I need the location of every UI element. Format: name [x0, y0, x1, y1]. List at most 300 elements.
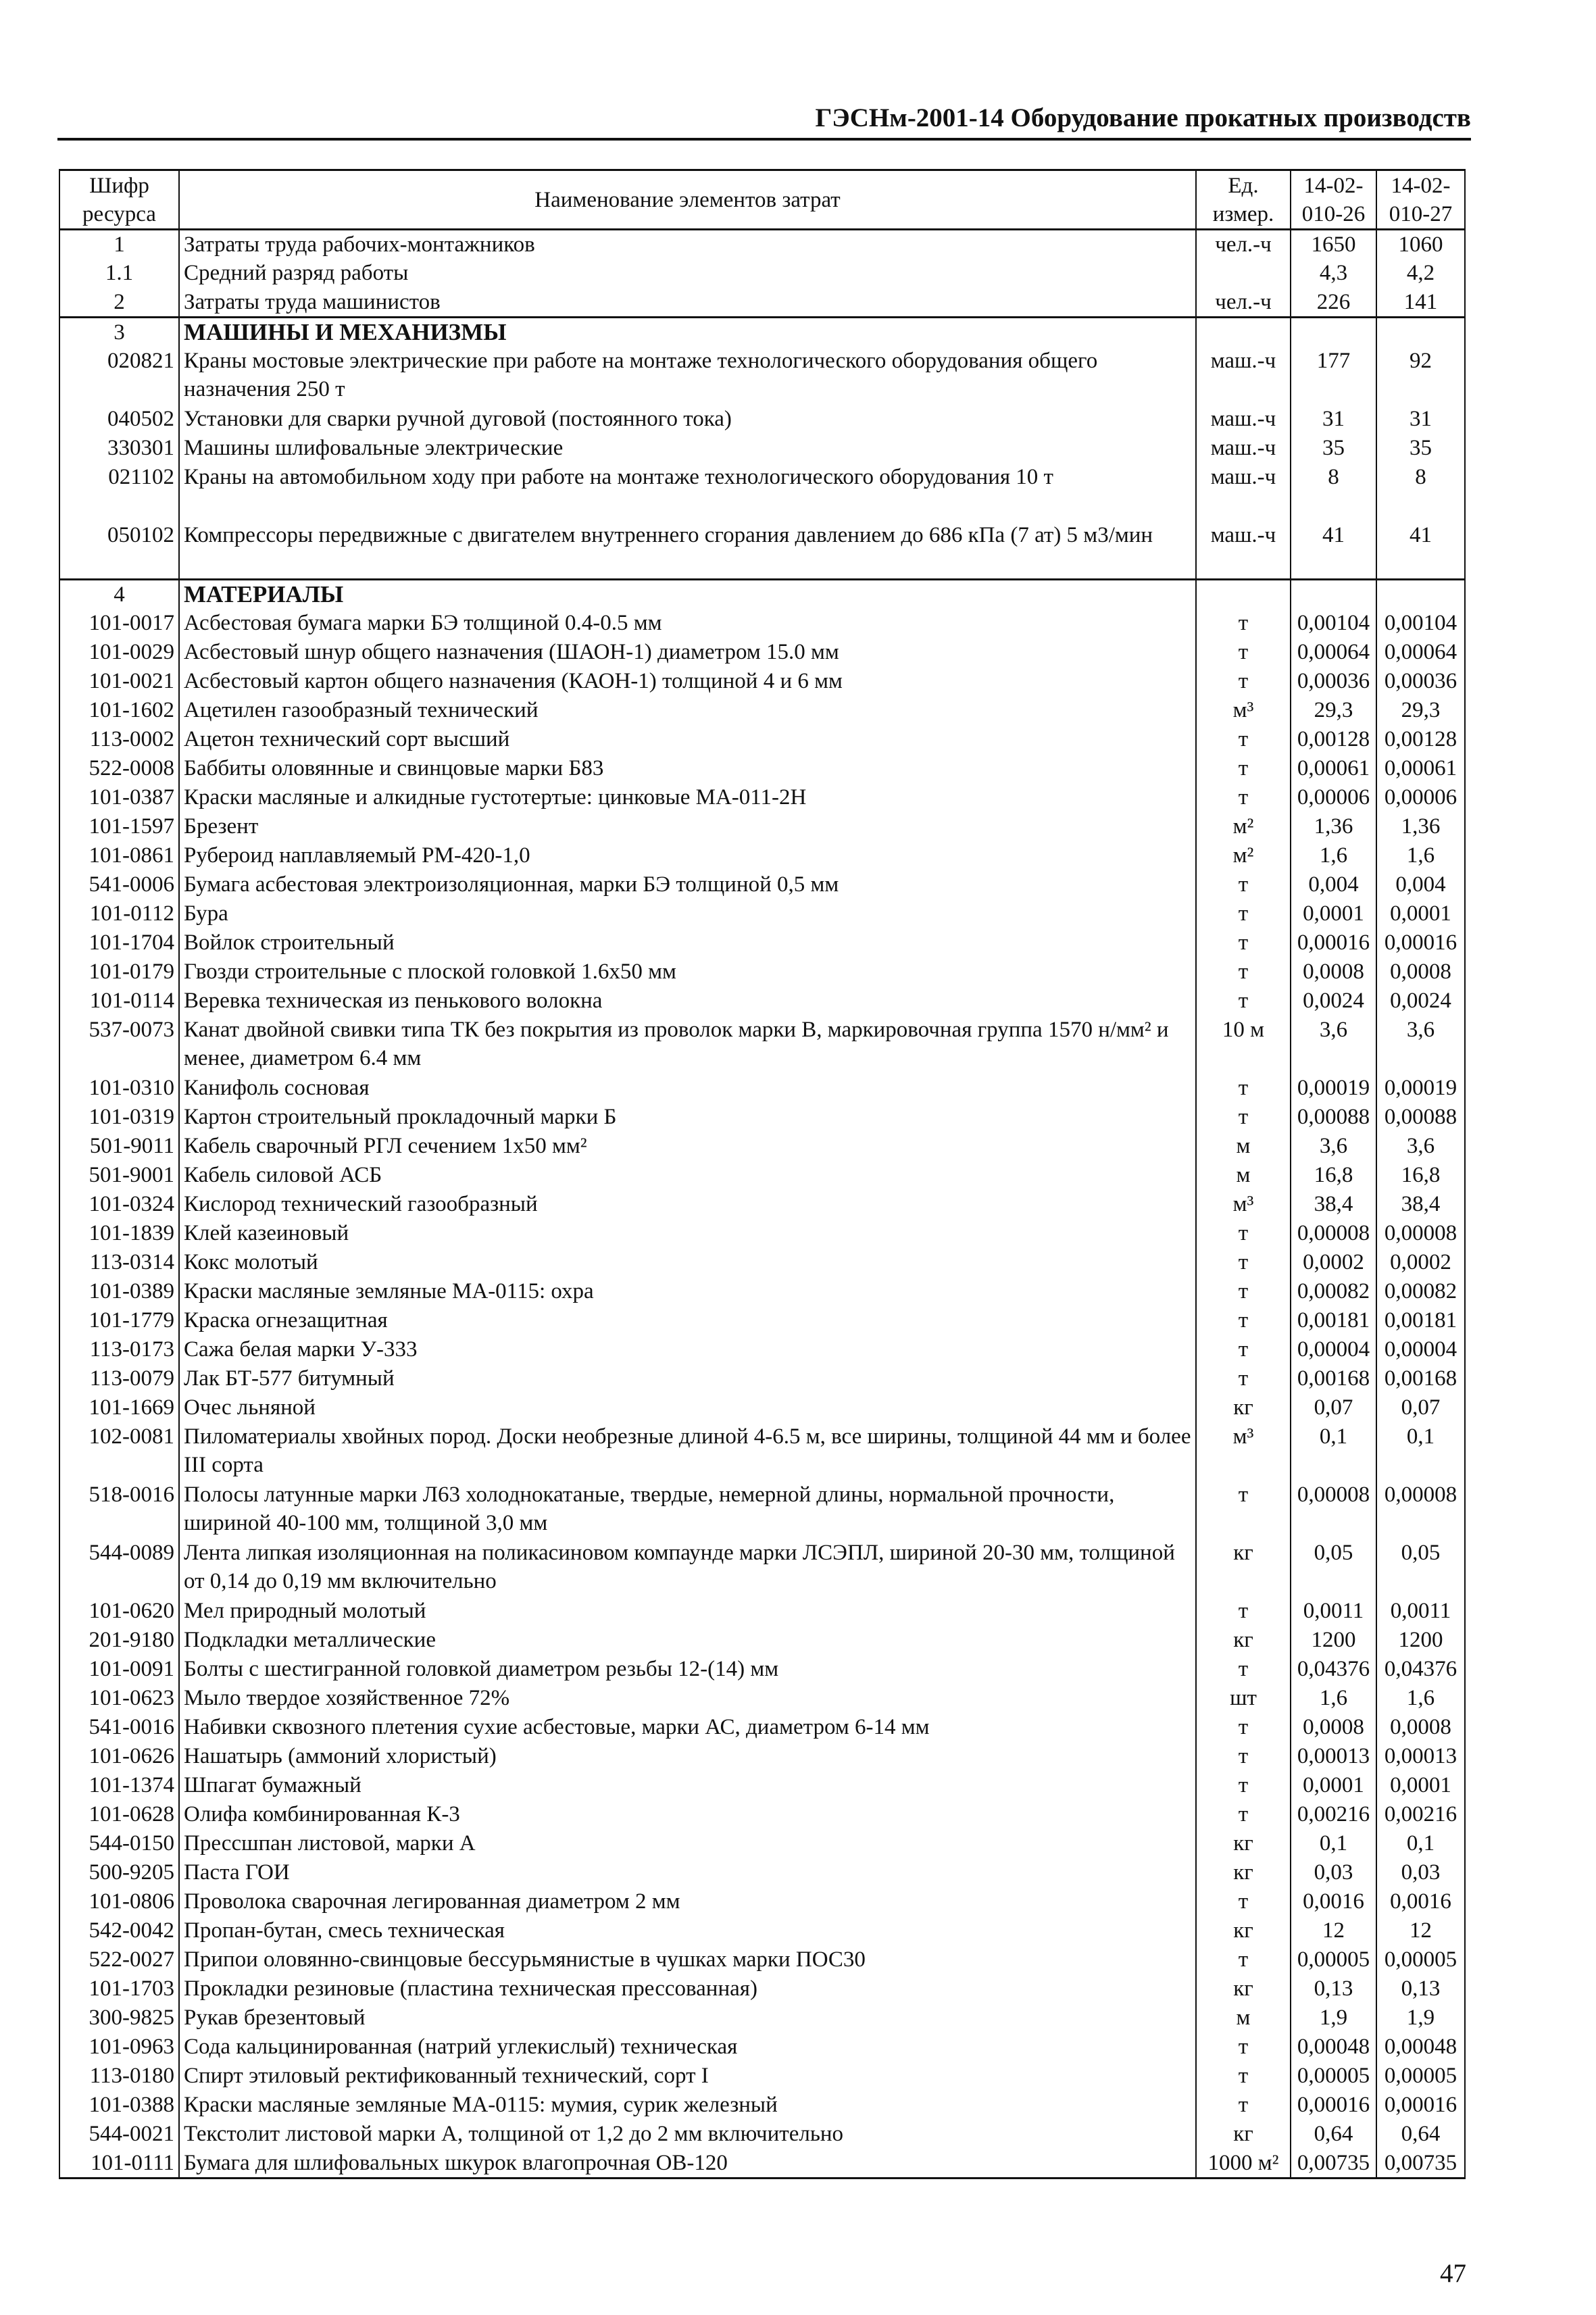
resource-name-cell: Клей казеиновый — [179, 1219, 1196, 1248]
resource-code-cell: 101-0319 — [59, 1103, 179, 1132]
unit-cell: маш.-ч — [1196, 347, 1291, 405]
unit-cell: т — [1196, 899, 1291, 928]
value-col2-cell: 0,00036 — [1376, 667, 1465, 696]
value-col2-cell: 0,00006 — [1376, 783, 1465, 812]
unit-cell: кг — [1196, 1539, 1291, 1597]
resource-name-cell: Средний разряд работы — [179, 259, 1196, 288]
table-row — [59, 754, 1465, 783]
table-body — [59, 230, 1465, 2179]
unit-cell: т — [1196, 1655, 1291, 1684]
unit-cell: т — [1196, 1248, 1291, 1277]
resource-name-cell: Кислород технический газообразный — [179, 1190, 1196, 1219]
table-row — [59, 1597, 1465, 1626]
value-col2-cell: 0,00735 — [1376, 2149, 1465, 2179]
table-row — [59, 347, 1465, 405]
table-row — [59, 1800, 1465, 1829]
unit-cell: кг — [1196, 1974, 1291, 2003]
value-col1-cell: 16,8 — [1291, 1161, 1376, 1190]
resource-code-cell: 537-0073 — [59, 1016, 179, 1074]
resource-name-cell: Затраты труда рабочих-монтажников — [179, 230, 1196, 259]
table-row — [59, 1422, 1465, 1480]
value-col2-cell: 0,00048 — [1376, 2033, 1465, 2062]
resource-name-cell: Установки для сварки ручной дуговой (постоянного тока) — [179, 405, 1196, 434]
unit-cell: т — [1196, 1364, 1291, 1393]
column-header-unit: Ед. измер. — [1196, 170, 1291, 230]
value-col2-cell: 0,00008 — [1376, 1219, 1465, 1248]
value-col1-cell: 0,00016 — [1291, 2091, 1376, 2120]
resource-code-cell: 501-9011 — [59, 1132, 179, 1161]
value-col2-cell: 0,00005 — [1376, 1945, 1465, 1974]
unit-cell: т — [1196, 1597, 1291, 1626]
table-header-row — [59, 170, 1465, 230]
unit-cell: т — [1196, 1713, 1291, 1742]
table-row — [59, 318, 1465, 347]
value-col1-cell: 0,00006 — [1291, 783, 1376, 812]
value-col2-cell: 0,07 — [1376, 1393, 1465, 1422]
value-col2-cell: 0,00004 — [1376, 1335, 1465, 1364]
value-col1-cell: 31 — [1291, 405, 1376, 434]
value-col1-cell: 0,0024 — [1291, 987, 1376, 1016]
resource-name-cell: Кокс молотый — [179, 1248, 1196, 1277]
resource-code-cell: 101-1602 — [59, 696, 179, 725]
value-col1-cell: 1,9 — [1291, 2003, 1376, 2033]
page-number: 47 — [1440, 2259, 1466, 2288]
value-col2-cell: 0,00013 — [1376, 1742, 1465, 1771]
resource-code-cell: 101-1703 — [59, 1974, 179, 2003]
resource-code-cell: 050102 — [59, 521, 179, 579]
resource-name-cell: Рукав брезентовый — [179, 2003, 1196, 2033]
resource-code-cell: 101-0387 — [59, 783, 179, 812]
unit-cell: т — [1196, 1771, 1291, 1800]
resource-name-cell: Машины шлифовальные электрические — [179, 434, 1196, 463]
resource-code-cell: 101-0628 — [59, 1800, 179, 1829]
resource-name-cell: Краски масляные земляные МА-0115: мумия, сурик железный — [179, 2091, 1196, 2120]
table-row — [59, 1277, 1465, 1306]
unit-cell: м³ — [1196, 1190, 1291, 1219]
table-row — [59, 1916, 1465, 1945]
value-col1-cell: 0,04376 — [1291, 1655, 1376, 1684]
unit-cell: т — [1196, 609, 1291, 638]
value-col1-cell: 0,07 — [1291, 1393, 1376, 1422]
resource-table — [59, 169, 1466, 2179]
value-col2-cell: 0,1 — [1376, 1829, 1465, 1858]
value-col1-cell: 0,00168 — [1291, 1364, 1376, 1393]
resource-name-cell: Пиломатериалы хвойных пород. Доски необрезные длиной 4-6.5 м, все ширины, толщиной 44 мм и более III сорта — [179, 1422, 1196, 1480]
unit-cell: т — [1196, 1800, 1291, 1829]
value-col1-cell: 0,00013 — [1291, 1742, 1376, 1771]
resource-name-cell: Болты с шестигранной головкой диаметром резьбы 12-(14) мм — [179, 1655, 1196, 1684]
unit-cell: т — [1196, 987, 1291, 1016]
table-row — [59, 609, 1465, 638]
resource-code-cell: 101-1669 — [59, 1393, 179, 1422]
resource-name-cell: Брезент — [179, 812, 1196, 841]
value-col1-cell: 0,00036 — [1291, 667, 1376, 696]
resource-code-cell: 101-1839 — [59, 1219, 179, 1248]
value-col1-cell: 38,4 — [1291, 1190, 1376, 1219]
resource-code-cell: 102-0081 — [59, 1422, 179, 1480]
table-row — [59, 521, 1465, 579]
resource-name-cell: Текстолит листовой марки А, толщиной от 1,2 до 2 мм включительно — [179, 2120, 1196, 2149]
value-col1-cell: 0,004 — [1291, 870, 1376, 899]
resource-name-cell: Краны на автомобильном ходу при работе на монтаже технологического оборудования 10 т — [179, 463, 1196, 521]
resource-code-cell: 3 — [59, 318, 179, 347]
resource-name-cell: Бумага для шлифовальных шкурок влагопрочная ОВ-120 — [179, 2149, 1196, 2179]
value-col2-cell — [1376, 579, 1465, 609]
unit-cell: т — [1196, 1480, 1291, 1539]
value-col2-cell: 92 — [1376, 347, 1465, 405]
table-row — [59, 1626, 1465, 1655]
table-row — [59, 463, 1465, 521]
unit-cell: шт — [1196, 1684, 1291, 1713]
value-col2-cell: 0,0001 — [1376, 899, 1465, 928]
table-row — [59, 1103, 1465, 1132]
unit-cell: т — [1196, 2062, 1291, 2091]
resource-code-cell: 101-0861 — [59, 841, 179, 870]
value-col2-cell: 0,00016 — [1376, 928, 1465, 957]
unit-cell: т — [1196, 1742, 1291, 1771]
resource-code-cell: 101-0310 — [59, 1074, 179, 1103]
value-col2-cell: 8 — [1376, 463, 1465, 521]
resource-name-cell: Краски масляные земляные МА-0115: охра — [179, 1277, 1196, 1306]
resource-code-cell: 501-9001 — [59, 1161, 179, 1190]
resource-name-cell: Сажа белая марки У-333 — [179, 1335, 1196, 1364]
table-row — [59, 2091, 1465, 2120]
table-row — [59, 899, 1465, 928]
resource-code-cell: 522-0027 — [59, 1945, 179, 1974]
value-col1-cell: 0,00005 — [1291, 1945, 1376, 1974]
resource-code-cell: 101-1704 — [59, 928, 179, 957]
unit-cell: т — [1196, 1887, 1291, 1916]
table-row — [59, 1335, 1465, 1364]
unit-cell: м — [1196, 1161, 1291, 1190]
value-col1-cell: 0,05 — [1291, 1539, 1376, 1597]
table-row — [59, 987, 1465, 1016]
resource-name-cell: Картон строительный прокладочный марки Б — [179, 1103, 1196, 1132]
value-col1-cell: 1,6 — [1291, 1684, 1376, 1713]
value-col1-cell: 0,00104 — [1291, 609, 1376, 638]
column-header-name: Наименование элементов затрат — [179, 170, 1196, 230]
unit-cell: чел.-ч — [1196, 230, 1291, 259]
table-row — [59, 405, 1465, 434]
resource-name-cell: Кабель сварочный РГЛ сечением 1х50 мм² — [179, 1132, 1196, 1161]
unit-cell: т — [1196, 638, 1291, 667]
resource-code-cell: 101-0623 — [59, 1684, 179, 1713]
table-row — [59, 1858, 1465, 1887]
resource-name-cell: Компрессоры передвижные с двигателем внутреннего сгорания давлением до 686 кПа (7 ат) 5 м3/мин — [179, 521, 1196, 579]
resource-name-cell: Мел природный молотый — [179, 1597, 1196, 1626]
resource-code-cell: 1.1 — [59, 259, 179, 288]
value-col2-cell: 41 — [1376, 521, 1465, 579]
unit-cell: кг — [1196, 1626, 1291, 1655]
table-row — [59, 783, 1465, 812]
table-row — [59, 1539, 1465, 1597]
value-col1-cell: 1,36 — [1291, 812, 1376, 841]
value-col2-cell: 0,00016 — [1376, 2091, 1465, 2120]
table-row — [59, 725, 1465, 754]
resource-code-cell: 522-0008 — [59, 754, 179, 783]
column-header-col1: 14-02-010-26 — [1291, 170, 1376, 230]
table-row — [59, 841, 1465, 870]
resource-name-cell: Лак БТ-577 битумный — [179, 1364, 1196, 1393]
value-col1-cell: 0,0011 — [1291, 1597, 1376, 1626]
value-col1-cell: 35 — [1291, 434, 1376, 463]
table-row — [59, 1974, 1465, 2003]
unit-cell: т — [1196, 957, 1291, 987]
value-col1-cell: 0,0001 — [1291, 1771, 1376, 1800]
resource-name-cell: Войлок строительный — [179, 928, 1196, 957]
unit-cell: кг — [1196, 1916, 1291, 1945]
value-col1-cell: 0,00019 — [1291, 1074, 1376, 1103]
value-col2-cell: 0,00168 — [1376, 1364, 1465, 1393]
value-col1-cell: 0,00016 — [1291, 928, 1376, 957]
table-row — [59, 812, 1465, 841]
resource-code-cell: 300-9825 — [59, 2003, 179, 2033]
table-row — [59, 1364, 1465, 1393]
resource-name-cell: Олифа комбинированная К-3 — [179, 1800, 1196, 1829]
value-col2-cell: 0,04376 — [1376, 1655, 1465, 1684]
resource-code-cell: 4 — [59, 579, 179, 609]
resource-code-cell: 544-0021 — [59, 2120, 179, 2149]
value-col1-cell: 8 — [1291, 463, 1376, 521]
value-col2-cell: 0,0008 — [1376, 1713, 1465, 1742]
resource-code-cell: 101-0806 — [59, 1887, 179, 1916]
unit-cell: маш.-ч — [1196, 405, 1291, 434]
value-col2-cell: 1,9 — [1376, 2003, 1465, 2033]
table-row — [59, 1016, 1465, 1074]
table-row — [59, 2120, 1465, 2149]
value-col1-cell: 0,00061 — [1291, 754, 1376, 783]
value-col1-cell: 0,0002 — [1291, 1248, 1376, 1277]
resource-name-cell: Набивки сквозного плетения сухие асбестовые, марки АС, диаметром 6-14 мм — [179, 1713, 1196, 1742]
unit-cell: т — [1196, 1103, 1291, 1132]
value-col2-cell: 1200 — [1376, 1626, 1465, 1655]
table-row — [59, 1161, 1465, 1190]
value-col1-cell: 0,00082 — [1291, 1277, 1376, 1306]
value-col1-cell: 177 — [1291, 347, 1376, 405]
table-row — [59, 1887, 1465, 1916]
value-col2-cell: 0,0024 — [1376, 987, 1465, 1016]
resource-code-cell: 518-0016 — [59, 1480, 179, 1539]
resource-code-cell: 101-0111 — [59, 2149, 179, 2179]
value-col2-cell: 1,6 — [1376, 841, 1465, 870]
value-col1-cell: 0,00088 — [1291, 1103, 1376, 1132]
resource-name-cell: Ацетон технический сорт высший — [179, 725, 1196, 754]
resource-code-cell: 101-1597 — [59, 812, 179, 841]
table-row — [59, 1393, 1465, 1422]
value-col1-cell: 0,0008 — [1291, 957, 1376, 987]
table-row — [59, 1132, 1465, 1161]
table-row — [59, 288, 1465, 318]
resource-name-cell: Очес льняной — [179, 1393, 1196, 1422]
resource-name-cell: МАШИНЫ И МЕХАНИЗМЫ — [179, 318, 1196, 347]
value-col2-cell: 0,0001 — [1376, 1771, 1465, 1800]
table-row — [59, 2033, 1465, 2062]
table-row — [59, 434, 1465, 463]
resource-name-cell: Веревка техническая из пенькового волокна — [179, 987, 1196, 1016]
value-col1-cell: 0,00064 — [1291, 638, 1376, 667]
resource-name-cell: Шпагат бумажный — [179, 1771, 1196, 1800]
resource-code-cell: 101-0017 — [59, 609, 179, 638]
resource-code-cell: 101-0179 — [59, 957, 179, 987]
resource-name-cell: Мыло твердое хозяйственное 72% — [179, 1684, 1196, 1713]
value-col1-cell: 0,00048 — [1291, 2033, 1376, 2062]
resource-code-cell: 113-0002 — [59, 725, 179, 754]
resource-code-cell: 101-0324 — [59, 1190, 179, 1219]
value-col1-cell: 0,00128 — [1291, 725, 1376, 754]
unit-cell: м² — [1196, 812, 1291, 841]
resource-code-cell: 330301 — [59, 434, 179, 463]
value-col1-cell: 226 — [1291, 288, 1376, 318]
value-col2-cell: 1060 — [1376, 230, 1465, 259]
value-col1-cell: 12 — [1291, 1916, 1376, 1945]
resource-code-cell: 101-0112 — [59, 899, 179, 928]
resource-code-cell: 020821 — [59, 347, 179, 405]
resource-code-cell: 1 — [59, 230, 179, 259]
table-row — [59, 2149, 1465, 2179]
resource-code-cell: 101-0389 — [59, 1277, 179, 1306]
resource-name-cell: Нашатырь (аммоний хлористый) — [179, 1742, 1196, 1771]
resource-name-cell: Проволока сварочная легированная диаметром 2 мм — [179, 1887, 1196, 1916]
unit-cell — [1196, 259, 1291, 288]
value-col1-cell: 0,00216 — [1291, 1800, 1376, 1829]
unit-cell: м — [1196, 1132, 1291, 1161]
value-col2-cell: 16,8 — [1376, 1161, 1465, 1190]
resource-name-cell: Канифоль сосновая — [179, 1074, 1196, 1103]
value-col1-cell: 0,0016 — [1291, 1887, 1376, 1916]
resource-name-cell: Краска огнезащитная — [179, 1306, 1196, 1335]
value-col1-cell: 0,00008 — [1291, 1480, 1376, 1539]
resource-code-cell: 544-0089 — [59, 1539, 179, 1597]
resource-name-cell: Бура — [179, 899, 1196, 928]
table-row — [59, 2062, 1465, 2091]
value-col1-cell: 0,1 — [1291, 1422, 1376, 1480]
resource-name-cell: Пропан-бутан, смесь техническая — [179, 1916, 1196, 1945]
unit-cell: т — [1196, 1074, 1291, 1103]
value-col2-cell: 3,6 — [1376, 1132, 1465, 1161]
table-row — [59, 1945, 1465, 1974]
value-col2-cell: 0,03 — [1376, 1858, 1465, 1887]
value-col2-cell: 0,13 — [1376, 1974, 1465, 2003]
table-row — [59, 957, 1465, 987]
table-row — [59, 667, 1465, 696]
value-col2-cell: 0,00088 — [1376, 1103, 1465, 1132]
unit-cell — [1196, 579, 1291, 609]
value-col1-cell: 0,00735 — [1291, 2149, 1376, 2179]
resource-code-cell: 2 — [59, 288, 179, 318]
value-col2-cell: 0,00019 — [1376, 1074, 1465, 1103]
unit-cell: 10 м — [1196, 1016, 1291, 1074]
resource-code-cell: 541-0006 — [59, 870, 179, 899]
resource-name-cell: Лента липкая изоляционная на поликасиновом компаунде марки ЛСЭПЛ, шириной 20-30 мм, толщиной от 0,14 до 0,19 мм включительно — [179, 1539, 1196, 1597]
unit-cell: т — [1196, 1306, 1291, 1335]
resource-name-cell: Рубероид наплавляемый РМ-420-1,0 — [179, 841, 1196, 870]
table-row — [59, 1684, 1465, 1713]
table-row — [59, 1713, 1465, 1742]
table-row — [59, 1074, 1465, 1103]
resource-code-cell: 101-1374 — [59, 1771, 179, 1800]
page-header-title: ГЭСНм-2001-14 Оборудование прокатных производств — [57, 101, 1471, 141]
value-col1-cell: 0,00008 — [1291, 1219, 1376, 1248]
unit-cell: т — [1196, 2091, 1291, 2120]
value-col1-cell: 0,0008 — [1291, 1713, 1376, 1742]
unit-cell: маш.-ч — [1196, 521, 1291, 579]
resource-code-cell: 500-9205 — [59, 1858, 179, 1887]
value-col2-cell: 0,00005 — [1376, 2062, 1465, 2091]
unit-cell: кг — [1196, 1829, 1291, 1858]
value-col1-cell: 0,00005 — [1291, 2062, 1376, 2091]
resource-name-cell: Ацетилен газообразный технический — [179, 696, 1196, 725]
value-col1-cell: 41 — [1291, 521, 1376, 579]
unit-cell: т — [1196, 667, 1291, 696]
resource-code-cell: 113-0314 — [59, 1248, 179, 1277]
unit-cell: т — [1196, 1945, 1291, 1974]
unit-cell: маш.-ч — [1196, 463, 1291, 521]
unit-cell: 1000 м² — [1196, 2149, 1291, 2179]
unit-cell: м³ — [1196, 696, 1291, 725]
value-col2-cell: 1,6 — [1376, 1684, 1465, 1713]
unit-cell: м³ — [1196, 1422, 1291, 1480]
value-col2-cell: 29,3 — [1376, 696, 1465, 725]
resource-name-cell: Подкладки металлические — [179, 1626, 1196, 1655]
value-col1-cell: 4,3 — [1291, 259, 1376, 288]
value-col1-cell: 1650 — [1291, 230, 1376, 259]
unit-cell: м² — [1196, 841, 1291, 870]
value-col2-cell: 141 — [1376, 288, 1465, 318]
value-col2-cell: 31 — [1376, 405, 1465, 434]
unit-cell: т — [1196, 1335, 1291, 1364]
table-row — [59, 230, 1465, 259]
value-col2-cell: 38,4 — [1376, 1190, 1465, 1219]
resource-name-cell: Спирт этиловый ректификованный технический, сорт I — [179, 2062, 1196, 2091]
table-row — [59, 928, 1465, 957]
table-row — [59, 259, 1465, 288]
resource-name-cell: Асбестовый шнур общего назначения (ШАОН-1) диаметром 15.0 мм — [179, 638, 1196, 667]
value-col2-cell: 35 — [1376, 434, 1465, 463]
unit-cell: кг — [1196, 1393, 1291, 1422]
resource-code-cell: 101-0021 — [59, 667, 179, 696]
unit-cell: т — [1196, 928, 1291, 957]
unit-cell: маш.-ч — [1196, 434, 1291, 463]
value-col1-cell — [1291, 579, 1376, 609]
value-col2-cell: 3,6 — [1376, 1016, 1465, 1074]
resource-name-cell: Прессшпан листовой, марки А — [179, 1829, 1196, 1858]
unit-cell: т — [1196, 870, 1291, 899]
column-header-col2: 14-02-010-27 — [1376, 170, 1465, 230]
value-col2-cell: 0,0011 — [1376, 1597, 1465, 1626]
table-row — [59, 1219, 1465, 1248]
value-col2-cell: 0,0016 — [1376, 1887, 1465, 1916]
resource-code-cell: 040502 — [59, 405, 179, 434]
value-col1-cell: 0,03 — [1291, 1858, 1376, 1887]
resource-name-cell: Асбестовый картон общего назначения (КАОН-1) толщиной 4 и 6 мм — [179, 667, 1196, 696]
value-col1-cell: 0,13 — [1291, 1974, 1376, 2003]
value-col2-cell: 0,00104 — [1376, 609, 1465, 638]
resource-name-cell: Баббиты оловянные и свинцовые марки Б83 — [179, 754, 1196, 783]
table-row — [59, 1655, 1465, 1684]
value-col2-cell: 0,00061 — [1376, 754, 1465, 783]
resource-code-cell: 544-0150 — [59, 1829, 179, 1858]
value-col1-cell — [1291, 318, 1376, 347]
value-col1-cell: 0,0001 — [1291, 899, 1376, 928]
resource-name-cell: МАТЕРИАЛЫ — [179, 579, 1196, 609]
table-row — [59, 579, 1465, 609]
value-col2-cell: 0,00181 — [1376, 1306, 1465, 1335]
resource-code-cell: 113-0079 — [59, 1364, 179, 1393]
value-col2-cell: 4,2 — [1376, 259, 1465, 288]
resource-name-cell: Паста ГОИ — [179, 1858, 1196, 1887]
unit-cell: т — [1196, 783, 1291, 812]
unit-cell: м — [1196, 2003, 1291, 2033]
